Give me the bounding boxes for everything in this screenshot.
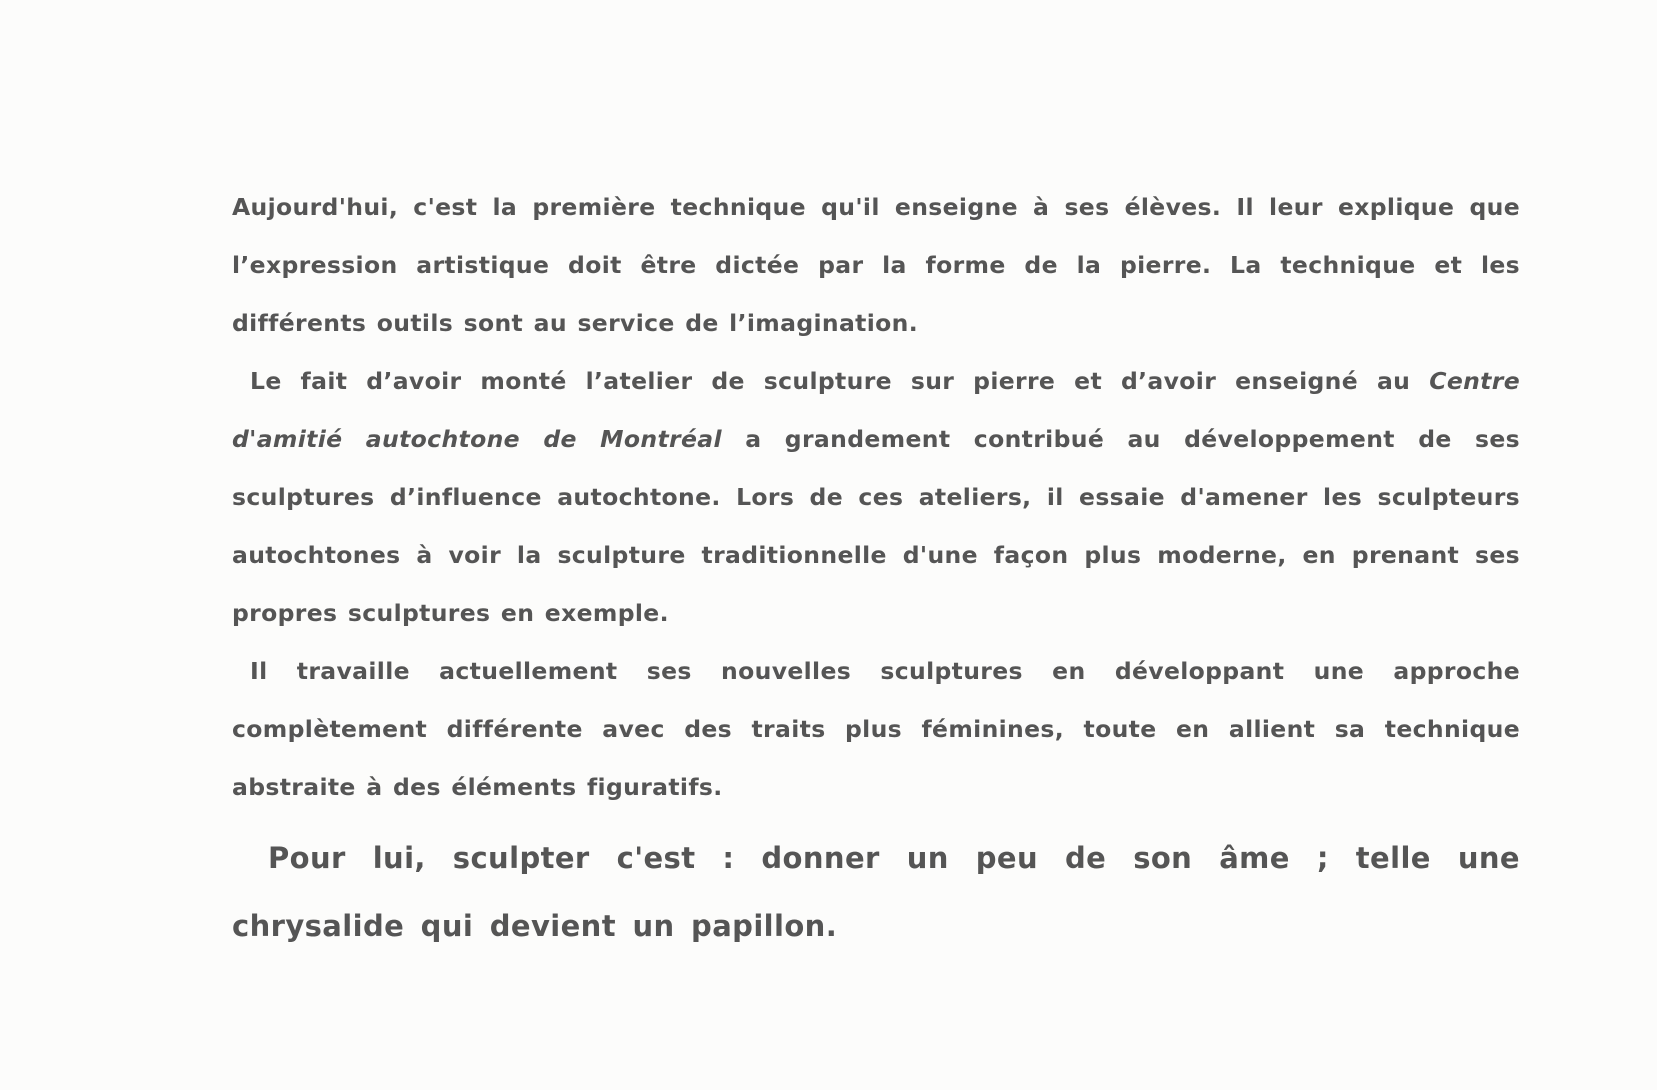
centre-name: Centre d'amitié autochtone de Montréal bbox=[232, 367, 1520, 453]
body-text bbox=[232, 178, 1520, 960]
paragraph-atelier-end: a grandement contribué au développement de ses sculptures d’influence autochtone. Lors de ces ateliers, il essaie d'amener les sculpteurs autochtones à voir la sculpture traditionnelle d'une façon plus moderne, en prenant ses propres sculptures en exemple. bbox=[232, 425, 1520, 627]
paragraph-technique: Aujourd'hui, c'est la première technique qu'il enseigne à ses élèves. Il leur explique que l’expression artistique doit être dictée par la forme de la pierre. La technique et les différents outils sont au service de l’imagination. bbox=[232, 193, 1520, 337]
closing-quote: Pour lui, sculpter c'est : donner un peu de son âme ; telle une chrysalide qui devient un papillon. bbox=[232, 841, 1520, 943]
paragraph-atelier-start: Le fait d’avoir monté l’atelier de sculpture sur pierre et d’avoir enseigné au bbox=[250, 367, 1430, 395]
paragraph-atelier bbox=[232, 352, 1520, 642]
paragraph-new-work: Il travaille actuellement ses nouvelles sculptures en développant une approche complètement différente avec des traits plus féminines, toute en allient sa technique abstraite à des éléments figuratifs. bbox=[232, 657, 1520, 801]
